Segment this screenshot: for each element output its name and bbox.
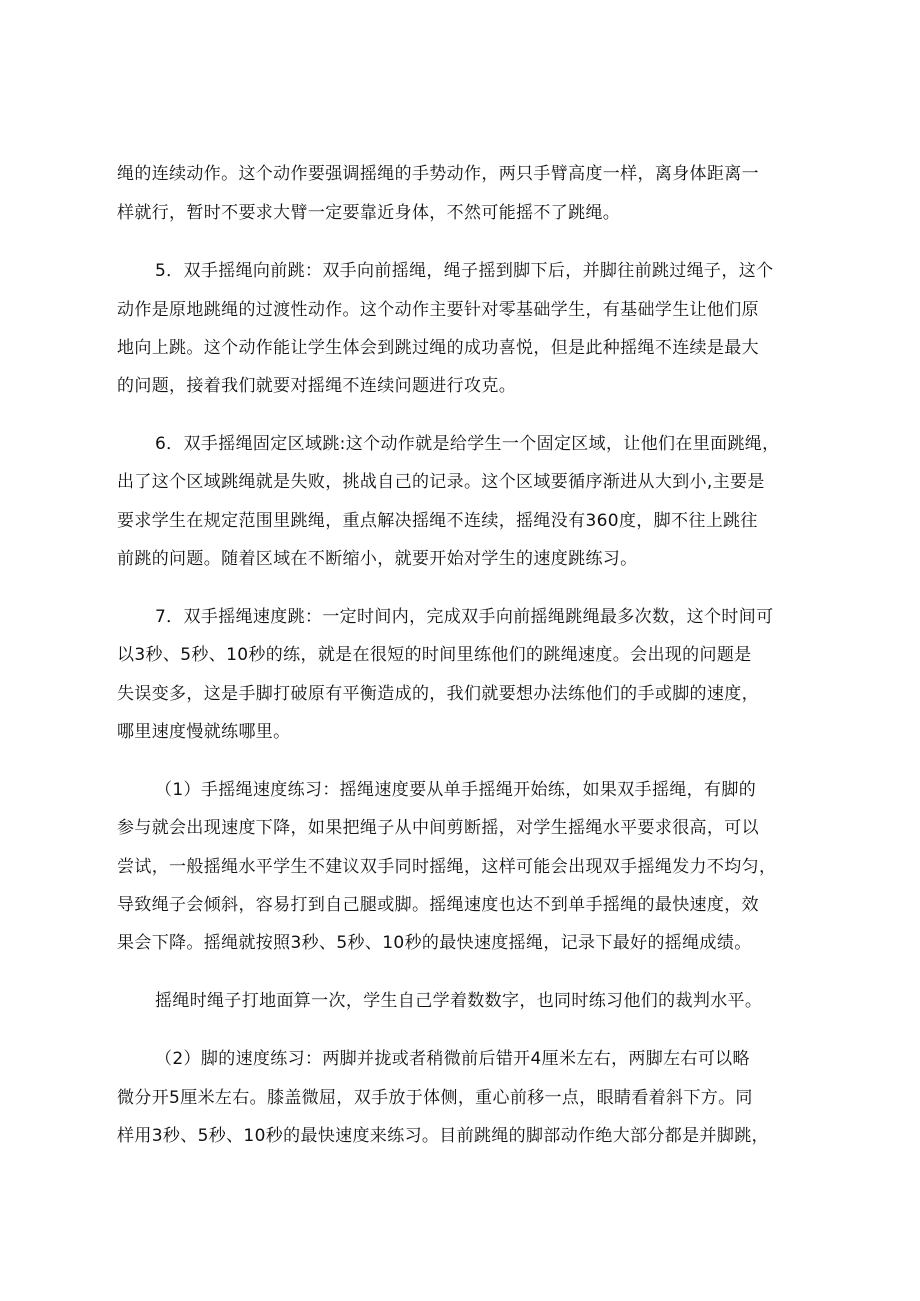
text-line: 哪里速度慢就练哪里。	[117, 722, 291, 742]
text-line: （2）脚的速度练习：两脚并拢或者稍微前后错开4厘米左右，两脚左右可以略	[155, 1049, 750, 1069]
text-line: 前跳的问题。随着区域在不断缩小，就要开始对学生的速度跳练习。	[117, 549, 638, 569]
text-line: 尝试，一般摇绳水平学生不建议双手同时摇绳，这样可能会出现双手摇绳发力不均匀，	[117, 857, 777, 877]
text-line: 地向上跳。这个动作能让学生体会到跳过绳的成功喜悦，但是此种摇绳不连续是最大	[117, 338, 759, 358]
text-line: （1）手摇绳速度练习：摇绳速度要从单手摇绳开始练，如果双手摇绳，有脚的	[155, 780, 757, 800]
text-line: 样用3秒、5秒、10秒的最快速度来练习。目前跳绳的脚部动作绝大部分都是并脚跳，	[117, 1126, 769, 1146]
text-line: 出了这个区域跳绳就是失败，挑战自己的记录。这个区域要循序渐进从大到小,主要是	[117, 472, 765, 492]
text-line: 要求学生在规定范围里跳绳，重点解决摇绳不连续，摇绳没有360度，脚不往上跳往	[117, 511, 758, 531]
text-line: 果会下降。摇绳就按照3秒、5秒、10秒的最快速度摇绳，记录下最好的摇绳成绩。	[117, 933, 752, 953]
text-line: 微分开5厘米左右。膝盖微屈，双手放于体侧，重心前移一点，眼睛看着斜下方。同	[117, 1088, 753, 1108]
text-line: 导致绳子会倾斜，容易打到自己腿或脚。摇绳速度也达不到单手摇绳的最快速度，效	[117, 895, 759, 915]
text-line: 参与就会出现速度下降，如果把绳子从中间剪断摇，对学生摇绳水平要求很高，可以	[117, 818, 759, 838]
text-line: 样就行，暂时不要求大臂一定要靠近身体，不然可能摇不了跳绳。	[117, 203, 621, 223]
text-line: 动作是原地跳绳的过渡性动作。这个动作主要针对零基础学生，有基础学生让他们原	[117, 300, 759, 320]
text-line: 5．双手摇绳向前跳：双手向前摇绳，绳子摇到脚下后，并脚往前跳过绳子，这个	[155, 261, 774, 281]
text-line: 的问题，接着我们就要对摇绳不连续问题进行攻克。	[117, 376, 517, 396]
text-line: 绳的连续动作。这个动作要强调摇绳的手势动作，两只手臂高度一样，离身体距离一	[117, 164, 759, 184]
text-line: 摇绳时绳子打地面算一次，学生自己学着数数字，也同时练习他们的裁判水平。	[155, 991, 763, 1011]
text-line: 6．双手摇绳固定区域跳:这个动作就是给学生一个固定区域，让他们在里面跳绳，	[155, 434, 780, 454]
text-line: 失误变多，这是手脚打破原有平衡造成的，我们就要想办法练他们的手或脚的速度，	[117, 684, 759, 704]
text-line: 以3秒、5秒、10秒的练，就是在很短的时间里练他们的跳绳速度。会出现的问题是	[117, 645, 752, 665]
text-line: 7．双手摇绳速度跳：一定时间内，完成双手向前摇绳跳绳最多次数，这个时间可	[155, 607, 774, 627]
